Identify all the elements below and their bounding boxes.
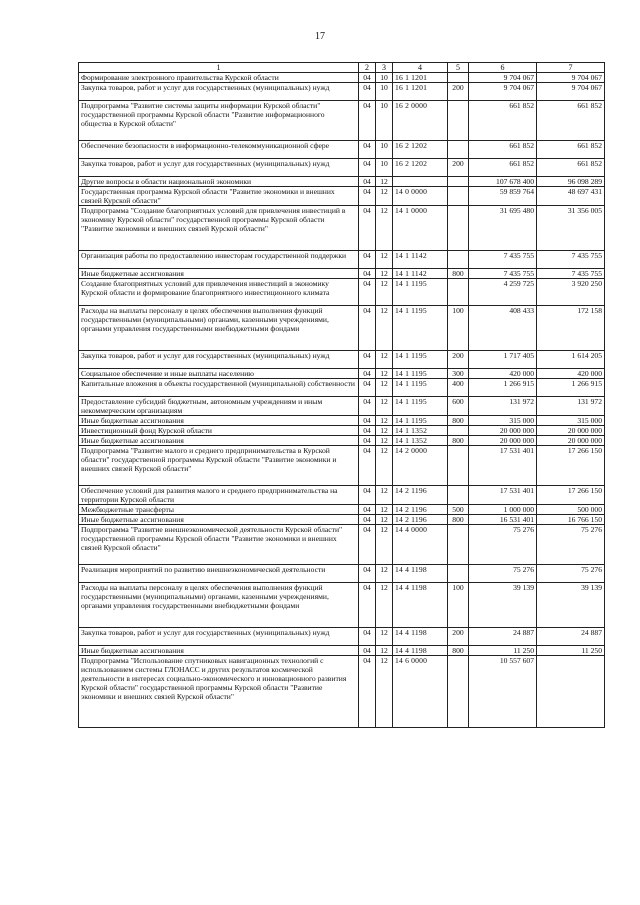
row-expense-type <box>448 279 469 306</box>
row-name: Государственная программа Курской области "Развитие экономики и внешних связей Курской области" <box>79 187 359 206</box>
row-subsection: 12 <box>376 397 393 416</box>
row-amount-year-2: 17 266 150 <box>537 446 605 486</box>
row-target-article: 16 2 0000 <box>393 101 448 141</box>
row-amount-year-1: 75 276 <box>469 525 537 565</box>
table-row <box>79 73 605 83</box>
row-name: Создание благоприятных условий для привлечения инвестиций в экономику Курской области и формирование благоприятного инвестиционного климата <box>79 279 359 306</box>
row-section: 04 <box>359 351 376 369</box>
row-target-article: 14 4 1198 <box>393 583 448 628</box>
row-target-article: 14 1 1142 <box>393 269 448 279</box>
row-expense-type: 800 <box>448 269 469 279</box>
row-subsection: 12 <box>376 251 393 269</box>
row-subsection: 12 <box>376 206 393 251</box>
row-section: 04 <box>359 397 376 416</box>
row-subsection: 12 <box>376 177 393 187</box>
row-expense-type: 200 <box>448 628 469 646</box>
table-row <box>79 486 605 505</box>
row-target-article: 14 6 0000 <box>393 656 448 728</box>
row-section: 04 <box>359 446 376 486</box>
row-target-article: 14 4 1198 <box>393 628 448 646</box>
row-expense-type <box>448 73 469 83</box>
row-subsection: 12 <box>376 187 393 206</box>
row-target-article: 14 2 1196 <box>393 505 448 515</box>
row-section: 04 <box>359 436 376 446</box>
table-row <box>79 426 605 436</box>
table-row <box>79 525 605 565</box>
row-section: 04 <box>359 141 376 159</box>
row-expense-type <box>448 251 469 269</box>
row-section: 04 <box>359 159 376 177</box>
row-expense-type: 300 <box>448 369 469 379</box>
row-section: 04 <box>359 505 376 515</box>
row-target-article: 16 2 1202 <box>393 141 448 159</box>
row-expense-type: 200 <box>448 83 469 101</box>
row-amount-year-2: 75 276 <box>537 565 605 583</box>
table-row <box>79 646 605 656</box>
row-amount-year-2: 39 139 <box>537 583 605 628</box>
table-row <box>79 269 605 279</box>
row-amount-year-1: 1 717 405 <box>469 351 537 369</box>
row-amount-year-2: 24 887 <box>537 628 605 646</box>
row-amount-year-2: 1 614 205 <box>537 351 605 369</box>
row-name: Иные бюджетные ассигнования <box>79 269 359 279</box>
table-row <box>79 656 605 728</box>
row-amount-year-1: 131 972 <box>469 397 537 416</box>
row-name: Обеспечение безопасности в информационно-телекоммуникационной сфере <box>79 141 359 159</box>
table-row <box>79 416 605 426</box>
row-amount-year-1: 1 000 000 <box>469 505 537 515</box>
row-target-article: 14 1 0000 <box>393 206 448 251</box>
row-section: 04 <box>359 251 376 269</box>
row-subsection: 10 <box>376 73 393 83</box>
table-row <box>79 159 605 177</box>
row-amount-year-1: 11 250 <box>469 646 537 656</box>
row-expense-type <box>448 177 469 187</box>
header-col-6: 6 <box>469 63 537 73</box>
row-amount-year-1: 7 435 755 <box>469 251 537 269</box>
table-row <box>79 628 605 646</box>
row-amount-year-1: 39 139 <box>469 583 537 628</box>
row-expense-type: 200 <box>448 351 469 369</box>
row-subsection: 12 <box>376 269 393 279</box>
row-amount-year-2: 7 435 755 <box>537 269 605 279</box>
row-section: 04 <box>359 279 376 306</box>
row-name: Предоставление субсидий бюджетным, автономным учреждениям и иным некоммерческим организациям <box>79 397 359 416</box>
row-amount-year-1: 4 259 725 <box>469 279 537 306</box>
row-section: 04 <box>359 426 376 436</box>
table-row <box>79 436 605 446</box>
row-name: Закупка товаров, работ и услуг для государственных (муниципальных) нужд <box>79 159 359 177</box>
row-section: 04 <box>359 101 376 141</box>
table-row <box>79 279 605 306</box>
row-amount-year-2: 172 158 <box>537 306 605 351</box>
table-row <box>79 379 605 397</box>
row-amount-year-1: 661 852 <box>469 141 537 159</box>
row-target-article: 14 1 1195 <box>393 369 448 379</box>
table-row <box>79 141 605 159</box>
row-section: 04 <box>359 515 376 525</box>
row-expense-type: 100 <box>448 306 469 351</box>
row-name: Расходы на выплаты персоналу в целях обеспечения выполнения функций государственными (муниципальными) органами, казенными учреждениями, органами управления государственными внебюджетными фондами <box>79 306 359 351</box>
table-row <box>79 369 605 379</box>
table-row <box>79 187 605 206</box>
row-amount-year-1: 408 433 <box>469 306 537 351</box>
header-col-1: 1 <box>79 63 359 73</box>
row-expense-type: 600 <box>448 397 469 416</box>
row-target-article: 14 4 0000 <box>393 525 448 565</box>
row-amount-year-2: 9 704 067 <box>537 83 605 101</box>
row-target-article: 14 4 1198 <box>393 565 448 583</box>
row-amount-year-2: 11 250 <box>537 646 605 656</box>
row-expense-type <box>448 101 469 141</box>
row-target-article: 14 0 0000 <box>393 187 448 206</box>
row-section: 04 <box>359 177 376 187</box>
row-amount-year-1: 9 704 067 <box>469 83 537 101</box>
row-name: Обеспечение условий для развития малого и среднего предпринимательства на территории Курской области <box>79 486 359 505</box>
row-expense-type <box>448 206 469 251</box>
row-name: Реализация мероприятий по развитию внешнеэкономической деятельности <box>79 565 359 583</box>
row-section: 04 <box>359 583 376 628</box>
row-amount-year-1: 24 887 <box>469 628 537 646</box>
header-col-7: 7 <box>537 63 605 73</box>
row-expense-type <box>448 446 469 486</box>
row-target-article: 14 1 1195 <box>393 397 448 416</box>
row-subsection: 12 <box>376 628 393 646</box>
row-name: Межбюджетные трансферты <box>79 505 359 515</box>
row-expense-type: 800 <box>448 416 469 426</box>
row-amount-year-2: 420 000 <box>537 369 605 379</box>
row-amount-year-1: 20 000 000 <box>469 436 537 446</box>
row-subsection: 12 <box>376 379 393 397</box>
row-subsection: 12 <box>376 426 393 436</box>
row-amount-year-2: 96 098 289 <box>537 177 605 187</box>
row-target-article: 14 1 1142 <box>393 251 448 269</box>
row-section: 04 <box>359 73 376 83</box>
table-row <box>79 351 605 369</box>
row-name: Другие вопросы в области национальной экономики <box>79 177 359 187</box>
row-target-article: 14 1 1352 <box>393 436 448 446</box>
row-name: Иные бюджетные ассигнования <box>79 436 359 446</box>
row-amount-year-2: 16 766 150 <box>537 515 605 525</box>
row-target-article: 14 1 1352 <box>393 426 448 436</box>
row-target-article: 14 1 1195 <box>393 379 448 397</box>
row-name: Подпрограмма "Развитие малого и среднего предпринимательства в Курской области" государственной программы Курской области "Развитие экономики и внешних связей Курской области" <box>79 446 359 486</box>
row-name: Закупка товаров, работ и услуг для государственных (муниципальных) нужд <box>79 83 359 101</box>
row-section: 04 <box>359 646 376 656</box>
row-subsection: 12 <box>376 416 393 426</box>
row-subsection: 12 <box>376 446 393 486</box>
row-section: 04 <box>359 416 376 426</box>
row-amount-year-2: 9 704 067 <box>537 73 605 83</box>
row-name: Закупка товаров, работ и услуг для государственных (муниципальных) нужд <box>79 351 359 369</box>
row-amount-year-1: 31 695 480 <box>469 206 537 251</box>
row-amount-year-2: 131 972 <box>537 397 605 416</box>
row-expense-type <box>448 141 469 159</box>
header-col-2: 2 <box>359 63 376 73</box>
row-expense-type <box>448 426 469 436</box>
row-amount-year-2: 1 266 915 <box>537 379 605 397</box>
row-subsection: 12 <box>376 279 393 306</box>
row-section: 04 <box>359 187 376 206</box>
row-subsection: 10 <box>376 83 393 101</box>
row-amount-year-2: 661 852 <box>537 101 605 141</box>
row-section: 04 <box>359 369 376 379</box>
row-expense-type <box>448 565 469 583</box>
row-amount-year-1: 10 557 607 <box>469 656 537 728</box>
row-target-article: 14 2 0000 <box>393 446 448 486</box>
row-amount-year-1: 420 000 <box>469 369 537 379</box>
row-name: Иные бюджетные ассигнования <box>79 515 359 525</box>
row-amount-year-2: 48 697 431 <box>537 187 605 206</box>
row-amount-year-2: 75 276 <box>537 525 605 565</box>
row-subsection: 12 <box>376 515 393 525</box>
row-name: Инвестиционный фонд Курской области <box>79 426 359 436</box>
row-subsection: 12 <box>376 656 393 728</box>
header-row <box>79 63 605 73</box>
row-amount-year-1: 17 531 401 <box>469 446 537 486</box>
row-amount-year-1: 16 531 401 <box>469 515 537 525</box>
row-amount-year-2: 20 000 000 <box>537 436 605 446</box>
table-row <box>79 397 605 416</box>
row-amount-year-2: 315 000 <box>537 416 605 426</box>
row-subsection: 10 <box>376 141 393 159</box>
row-subsection: 12 <box>376 525 393 565</box>
row-name: Подпрограмма "Создание благоприятных условий для привлечения инвестиций в экономику Курской области" государственной программы Курской области "Развитие экономики и внешних связей Курской области" <box>79 206 359 251</box>
row-amount-year-1: 661 852 <box>469 101 537 141</box>
row-subsection: 12 <box>376 306 393 351</box>
row-section: 04 <box>359 269 376 279</box>
row-name: Социальное обеспечение и иные выплаты населению <box>79 369 359 379</box>
row-amount-year-2: 31 356 005 <box>537 206 605 251</box>
row-subsection: 10 <box>376 159 393 177</box>
row-amount-year-1: 75 276 <box>469 565 537 583</box>
row-target-article: 16 2 1202 <box>393 159 448 177</box>
row-target-article: 14 1 1195 <box>393 279 448 306</box>
row-amount-year-1: 59 859 764 <box>469 187 537 206</box>
row-name: Капитальные вложения в объекты государственной (муниципальной) собственности <box>79 379 359 397</box>
row-target-article: 14 2 1196 <box>393 515 448 525</box>
row-amount-year-2: 7 435 755 <box>537 251 605 269</box>
row-target-article: 14 1 1195 <box>393 306 448 351</box>
row-amount-year-2: 500 000 <box>537 505 605 515</box>
row-subsection: 10 <box>376 101 393 141</box>
row-name: Формирование электронного правительства Курской области <box>79 73 359 83</box>
row-expense-type: 800 <box>448 646 469 656</box>
table-row <box>79 251 605 269</box>
row-amount-year-1: 17 531 401 <box>469 486 537 505</box>
row-amount-year-1: 1 266 915 <box>469 379 537 397</box>
row-subsection: 12 <box>376 351 393 369</box>
row-subsection: 12 <box>376 505 393 515</box>
row-expense-type: 100 <box>448 583 469 628</box>
row-target-article: 14 1 1195 <box>393 351 448 369</box>
table-row <box>79 565 605 583</box>
row-subsection: 12 <box>376 369 393 379</box>
row-expense-type: 200 <box>448 159 469 177</box>
row-target-article: 14 4 1198 <box>393 646 448 656</box>
row-section: 04 <box>359 628 376 646</box>
table-row <box>79 515 605 525</box>
table-row <box>79 306 605 351</box>
row-subsection: 12 <box>376 646 393 656</box>
row-amount-year-2: 17 266 150 <box>537 486 605 505</box>
row-amount-year-1: 7 435 755 <box>469 269 537 279</box>
row-expense-type <box>448 187 469 206</box>
table-row <box>79 177 605 187</box>
table-row <box>79 583 605 628</box>
header-col-5: 5 <box>448 63 469 73</box>
header-col-4: 4 <box>393 63 448 73</box>
row-name: Иные бюджетные ассигнования <box>79 416 359 426</box>
row-target-article: 14 1 1195 <box>393 416 448 426</box>
row-section: 04 <box>359 83 376 101</box>
row-section: 04 <box>359 656 376 728</box>
row-amount-year-2: 661 852 <box>537 141 605 159</box>
page-number: 17 <box>315 31 325 42</box>
row-expense-type: 800 <box>448 436 469 446</box>
row-name: Подпрограмма "Развитие внешнеэкономической деятельности Курской области" государственной программы Курской области "Развитие экономики и внешних связей Курской области" <box>79 525 359 565</box>
row-section: 04 <box>359 565 376 583</box>
row-expense-type <box>448 525 469 565</box>
row-target-article: 16 1 1201 <box>393 83 448 101</box>
row-subsection: 12 <box>376 486 393 505</box>
row-expense-type: 400 <box>448 379 469 397</box>
table-row <box>79 206 605 251</box>
row-name: Подпрограмма "Использование спутниковых навигационных технологий с использованием системы ГЛОНАСС и других результатов космической деятельности в интересах социально-экономического и инновационного развития Курской области" государственной программы Курской области "Развитие экономики и внешних связей Курской области" <box>79 656 359 728</box>
table-row <box>79 83 605 101</box>
row-name: Организация работы по предоставлению инвесторам государственной поддержки <box>79 251 359 269</box>
table-row <box>79 446 605 486</box>
row-section: 04 <box>359 206 376 251</box>
table-row <box>79 101 605 141</box>
row-amount-year-2: 661 852 <box>537 159 605 177</box>
row-subsection: 12 <box>376 583 393 628</box>
row-expense-type <box>448 656 469 728</box>
row-section: 04 <box>359 306 376 351</box>
row-section: 04 <box>359 379 376 397</box>
row-amount-year-1: 107 678 400 <box>469 177 537 187</box>
header-col-3: 3 <box>376 63 393 73</box>
row-expense-type <box>448 486 469 505</box>
row-expense-type: 800 <box>448 515 469 525</box>
budget-table-body <box>79 63 605 728</box>
row-amount-year-1: 20 000 000 <box>469 426 537 436</box>
row-amount-year-1: 9 704 067 <box>469 73 537 83</box>
row-subsection: 12 <box>376 436 393 446</box>
row-name: Расходы на выплаты персоналу в целях обеспечения выполнения функций государственными (муниципальными) органами, казенными учреждениями, органами управления государственными внебюджетными фондами <box>79 583 359 628</box>
row-name: Подпрограмма "Развитие системы защиты информации Курской области" государственной программы Курской области "Развитие информационного общества в Курской области" <box>79 101 359 141</box>
row-name: Иные бюджетные ассигнования <box>79 646 359 656</box>
row-amount-year-1: 315 000 <box>469 416 537 426</box>
table-row <box>79 505 605 515</box>
row-target-article: 14 2 1196 <box>393 486 448 505</box>
row-name: Закупка товаров, работ и услуг для государственных (муниципальных) нужд <box>79 628 359 646</box>
row-amount-year-1: 661 852 <box>469 159 537 177</box>
row-section: 04 <box>359 525 376 565</box>
row-amount-year-2: 3 920 250 <box>537 279 605 306</box>
row-amount-year-2 <box>537 656 605 728</box>
budget-table <box>78 62 605 728</box>
row-amount-year-2: 20 000 000 <box>537 426 605 436</box>
row-target-article: 16 1 1201 <box>393 73 448 83</box>
row-target-article <box>393 177 448 187</box>
row-subsection: 12 <box>376 565 393 583</box>
row-section: 04 <box>359 486 376 505</box>
row-expense-type: 500 <box>448 505 469 515</box>
